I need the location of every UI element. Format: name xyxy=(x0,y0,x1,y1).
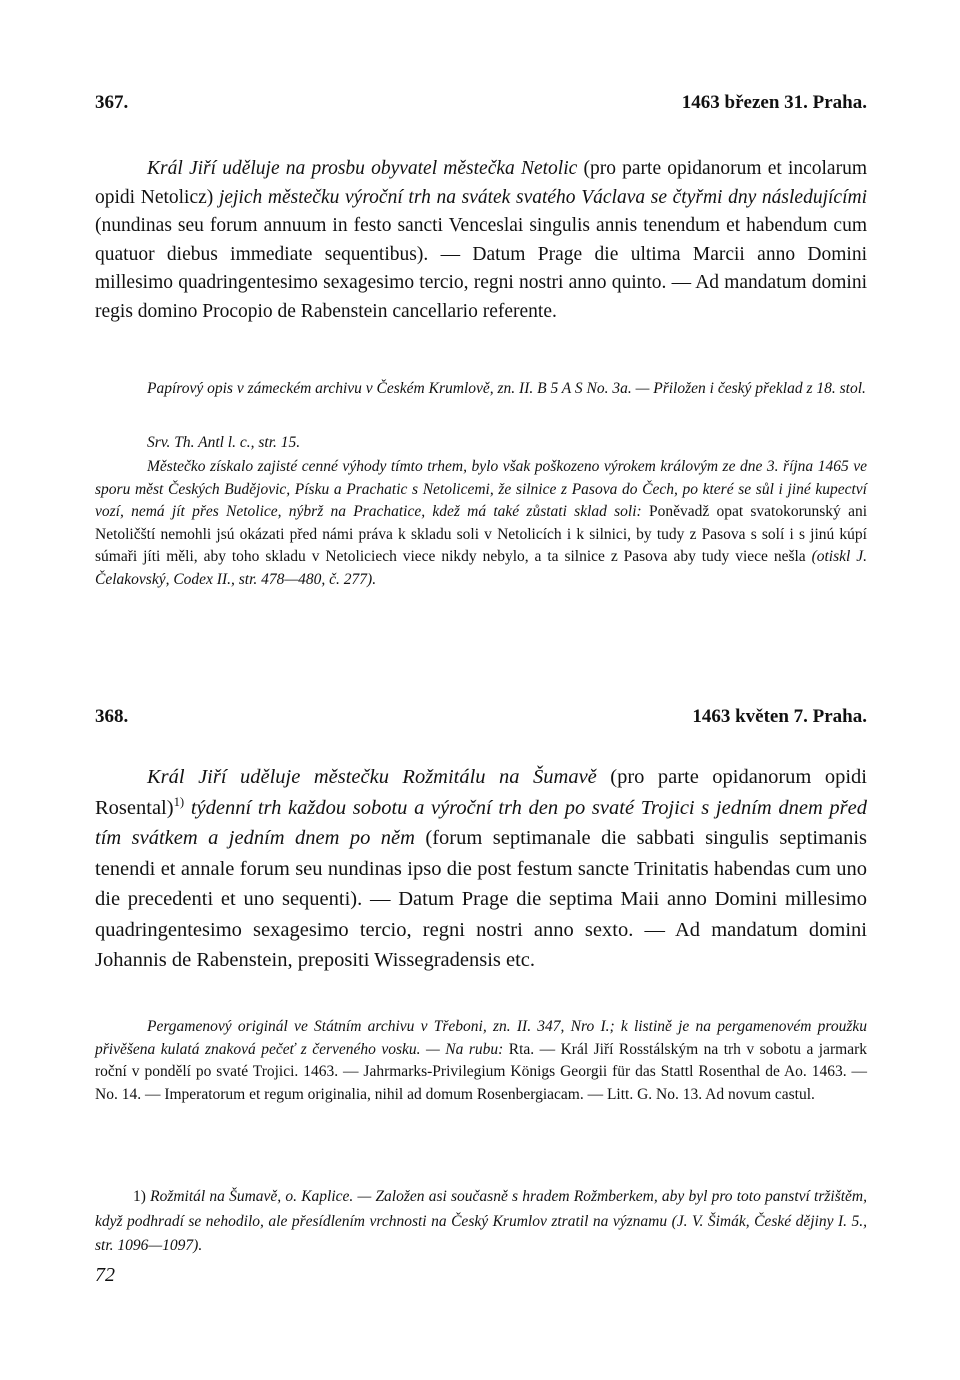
regest-czech: Král Jiří uděluje na prosbu obyvatel městečka Netolic xyxy=(147,158,578,179)
regest-latin: (nundinas seu forum annuum in festo sancti Venceslai singulis annis tenendum et habendum cum quatuor diebus immediate sequentibus). — Datum Prage die ultima Marcii anno Domini millesimo quadringentesimo sexagesimo tercio, regni nostri anno quinto. — Ad mandatum domini regis domino Procopio de Rabenstein cancellario referente. xyxy=(95,215,867,322)
entry-number: 367. xyxy=(95,92,129,113)
entry-number: 368. xyxy=(95,706,129,727)
entry-367-source-note: Papírový opis v zámeckém archivu v Českém Krumlově, zn. II. B 5 A S No. 3a. — Přiložen i český překlad z 18. stol. xyxy=(147,380,866,397)
commentary-italic: (otiskl J. Čelakovský, Codex II., str. 478—480, č. 277). xyxy=(95,548,867,588)
regest-czech: týdenní trh každou sobotu a výroční trh den po svaté Trojici s jedním dnem před tím svátkem a jedním dnem po něm xyxy=(95,796,867,849)
regest-latin: (forum septimanale die sabbati singulis septimanis tenendi et annale forum seu nundinas ipso die post festum sancte Trinitatis habendas cum uno die precedenti et uno sequenti). — Datum Prage die septima Maii anno Domini millesimo quadringentesimo sexagesimo tercio, regni nostri anno sexto. — Ad mandatum domini Johannis de Rabenstein, prepositi Wissegradensis etc. xyxy=(95,827,867,971)
entry-368-regest xyxy=(95,762,867,976)
regest-latin: (pro parte opidanorum opidi Rosental) xyxy=(95,766,867,819)
regest-latin: (pro parte opidanorum et incolarum opidi Netolicz) xyxy=(95,158,867,208)
footnote xyxy=(95,1185,867,1259)
footnote-mark: 1) xyxy=(133,1188,146,1205)
page-number: 72 xyxy=(95,1264,115,1286)
entry-367-reference-note: Srv. Th. Antl l. c., str. 15. xyxy=(147,434,301,451)
entry-date: 1463 květen 7. Praha. xyxy=(692,706,867,727)
footnote-marker: 1) xyxy=(173,794,185,809)
regest-czech: jejich městečku výroční trh na svátek svatého Václava se čtyřmi dny následujícími xyxy=(218,186,867,208)
entry-367-regest xyxy=(95,155,867,327)
source-text: Rta. — Král Jiří Rosstálským na trh v sobotu a jarmark roční v pondělí po svaté Trojici. 1463. — Jahrmarks-Privilegium Königs Georgii für das Stattl Rosenthal de Ao. 1463. — No. 14. — Imperatorum et regum originalia, nihil ad domum Rosenbergiacam. — Litt. G. No. 13. Ad novum castul. xyxy=(95,1040,867,1103)
footnote-text: Rožmitál na Šumavě, o. Kaplice. — Založen asi současně s hradem Rožmberkem, aby byl pro toto panství tržištěm, když podhradí se nehodilo, ale přesídlením vrchnosti na Český Krumlov ztratil na významu (J. V. Šimák, České dějiny I. 5., str. 1096—1097). xyxy=(95,1188,867,1254)
entry-date: 1463 březen 31. Praha. xyxy=(681,92,867,113)
commentary-quote: Poněvadž opat svatokorunský ani Netoličští nemohli jsú okázati před námi práva k skladu soli v Netolicích i k silnici, by tudy z Pasova s solí i s jinú kúpí súmaři jíti měli, aby toho skladu v Netoliciech viece nikdy nebylo, a ta silnice z Pasova aby tudy viece nešla xyxy=(95,503,867,566)
regest-czech: Král Jiří uděluje městečku Rožmitálu na Šumavě xyxy=(147,766,597,788)
entry-368-source-note xyxy=(95,1016,867,1106)
source-italic: Pergamenový originál ve Státním archivu v Třeboni, zn. II. 347, Nro I.; k listině je na pergamenovém proužku přivěšena kulatá znaková pečeť z červeného vosku. — Na rubu: xyxy=(95,1018,867,1058)
entry-367-commentary xyxy=(95,456,867,592)
commentary-italic: Městečko získalo zajisté cenné výhody tímto trhem, bylo však poškozeno výrokem královým ze dne 3. října 1465 ve sporu měst Českých Budějovic, Písku a Prachatic s Netolicemi, že silnice z Pasova do Čech, po které se sůl i jiné kupectví vozí, nemá jít přes Netolice, nýbrž na Prachatice, kdež má také zůstati sklad soli: xyxy=(95,458,867,521)
